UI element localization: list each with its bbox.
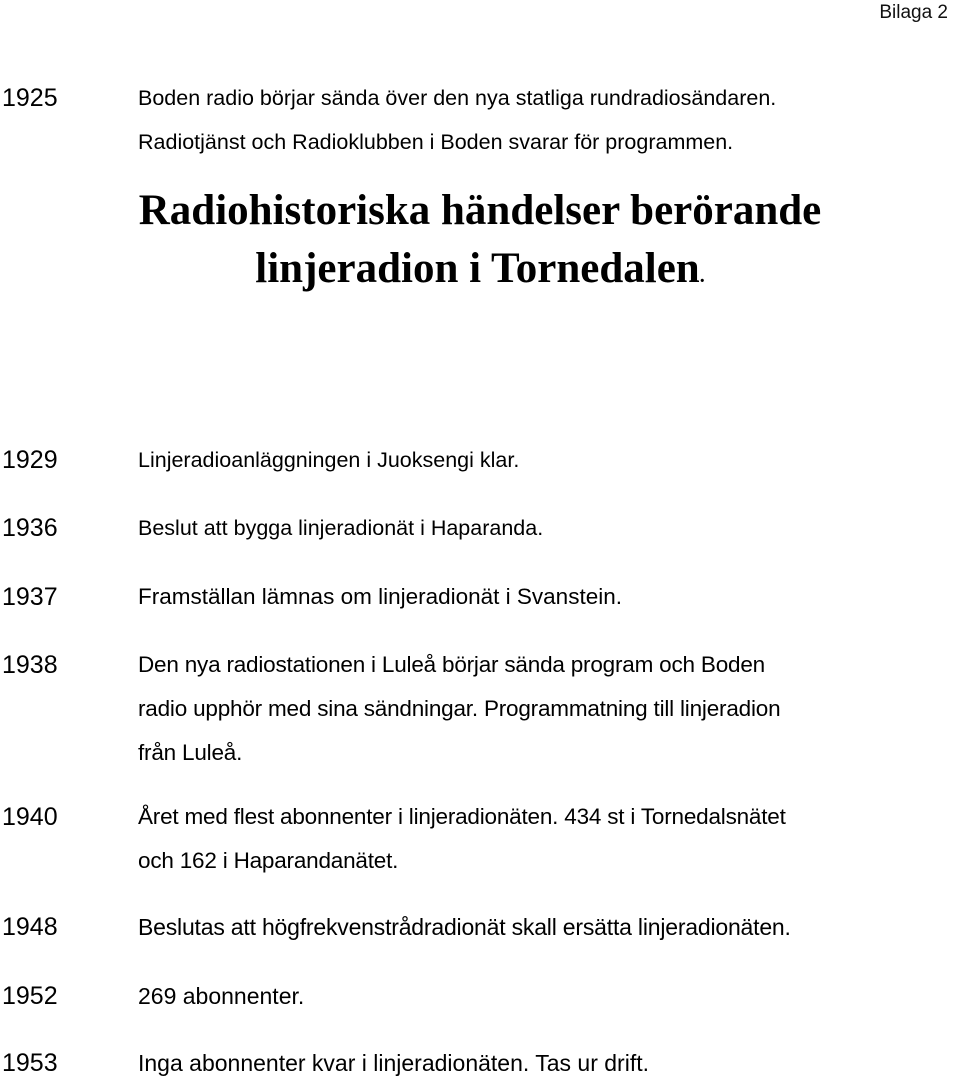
entry-text: [138, 974, 958, 1018]
entry-text: [138, 795, 958, 883]
title-period: .: [699, 265, 705, 287]
entry-year: 1952: [2, 982, 58, 1010]
entry-text: [138, 575, 958, 619]
entry-text-line: från Luleå.: [138, 740, 243, 765]
entry-text-line: Den nya radiostationen i Luleå börjar sända program och Boden: [138, 652, 765, 677]
entry-text: [138, 438, 958, 482]
entry-text-line: Framställan lämnas om linjeradionät i Svanstein.: [138, 584, 622, 609]
entry-text-line: Beslutas att högfrekvenstrådradionät skall ersätta linjeradionäten.: [138, 914, 791, 940]
entry-text-line: och 162 i Haparandanätet.: [138, 848, 399, 873]
entry-text-line: Beslut att bygga linjeradionät i Haparanda.: [138, 516, 544, 540]
entry-year: 1940: [2, 803, 58, 831]
entry-year: 1948: [2, 913, 58, 941]
entry-text-line: radio upphör med sina sändningar. Programmatning till linjeradion: [138, 696, 781, 721]
entry-text: [138, 506, 958, 550]
entry-year: 1953: [2, 1049, 58, 1077]
entry-text-line: Linjeradioanläggningen i Juoksengi klar.: [138, 448, 520, 472]
entry-text-line: 269 abonnenter.: [138, 983, 305, 1009]
entry-year: 1938: [2, 651, 58, 679]
entry-year: 1937: [2, 583, 58, 611]
entry-text: [138, 76, 958, 164]
document-title: [0, 182, 960, 305]
entry-text: [138, 643, 958, 775]
title-line-2: linjeradion i Tornedalen: [255, 245, 700, 292]
entry-text: [138, 905, 958, 949]
entry-text-line: Radiotjänst och Radioklubben i Boden svarar för programmen.: [138, 130, 734, 154]
entry-year: 1936: [2, 514, 58, 542]
attachment-label: Bilaga 2: [879, 2, 948, 23]
entry-year: 1929: [2, 446, 58, 474]
entry-text-line: Året med flest abonnenter i linjeradionäten. 434 st i Tornedalsnätet: [138, 804, 786, 829]
entry-text-line: Inga abonnenter kvar i linjeradionäten. Tas ur drift.: [138, 1050, 649, 1076]
title-line-1: Radiohistoriska händelser berörande: [138, 187, 822, 234]
entry-text-line: Boden radio börjar sända över den nya statliga rundradiosändaren.: [138, 86, 777, 110]
entry-year: 1925: [2, 84, 58, 112]
entry-text: [138, 1041, 958, 1085]
